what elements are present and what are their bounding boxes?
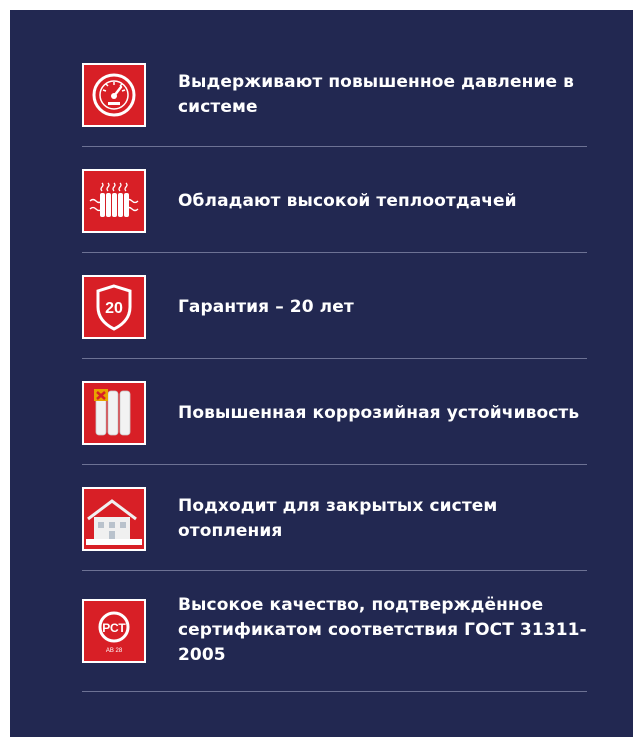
feature-text: Обладают высокой теплоотдачей: [178, 190, 517, 211]
house-icon: [82, 487, 146, 551]
gost-mark-text: РСТ: [102, 620, 126, 635]
features-panel: [10, 10, 633, 737]
gost-code-text: АВ 28: [105, 647, 123, 654]
feature-item-heat: [82, 169, 587, 233]
pressure-gauge-icon: [82, 63, 146, 127]
divider: [82, 358, 587, 359]
gost-certificate-icon: [82, 599, 146, 663]
feature-item-closed-systems: [82, 487, 587, 551]
divider: [82, 146, 587, 147]
feature-text: Повышенная коррозийная устойчивость: [178, 402, 580, 423]
feature-text: Высокое качество, подтверждённое сертификатом соответствия ГОСТ 31311-2005: [178, 595, 587, 665]
divider: [82, 691, 587, 692]
feature-item-warranty: [82, 275, 587, 339]
feature-text: Гарантия – 20 лет: [178, 296, 354, 317]
feature-item-corrosion: [82, 381, 587, 445]
warranty-shield-icon: [82, 275, 146, 339]
radiator-corrosion-icon: [82, 381, 146, 445]
divider: [82, 252, 587, 253]
feature-item-quality: [82, 593, 587, 668]
warranty-badge-number: 20: [105, 300, 123, 317]
feature-text: Подходит для закрытых систем отопления: [178, 496, 498, 541]
feature-text: Выдерживают повышенное давление в системе: [178, 72, 574, 117]
divider: [82, 570, 587, 571]
radiator-heat-icon: [82, 169, 146, 233]
divider: [82, 464, 587, 465]
feature-item-pressure: [82, 63, 587, 127]
